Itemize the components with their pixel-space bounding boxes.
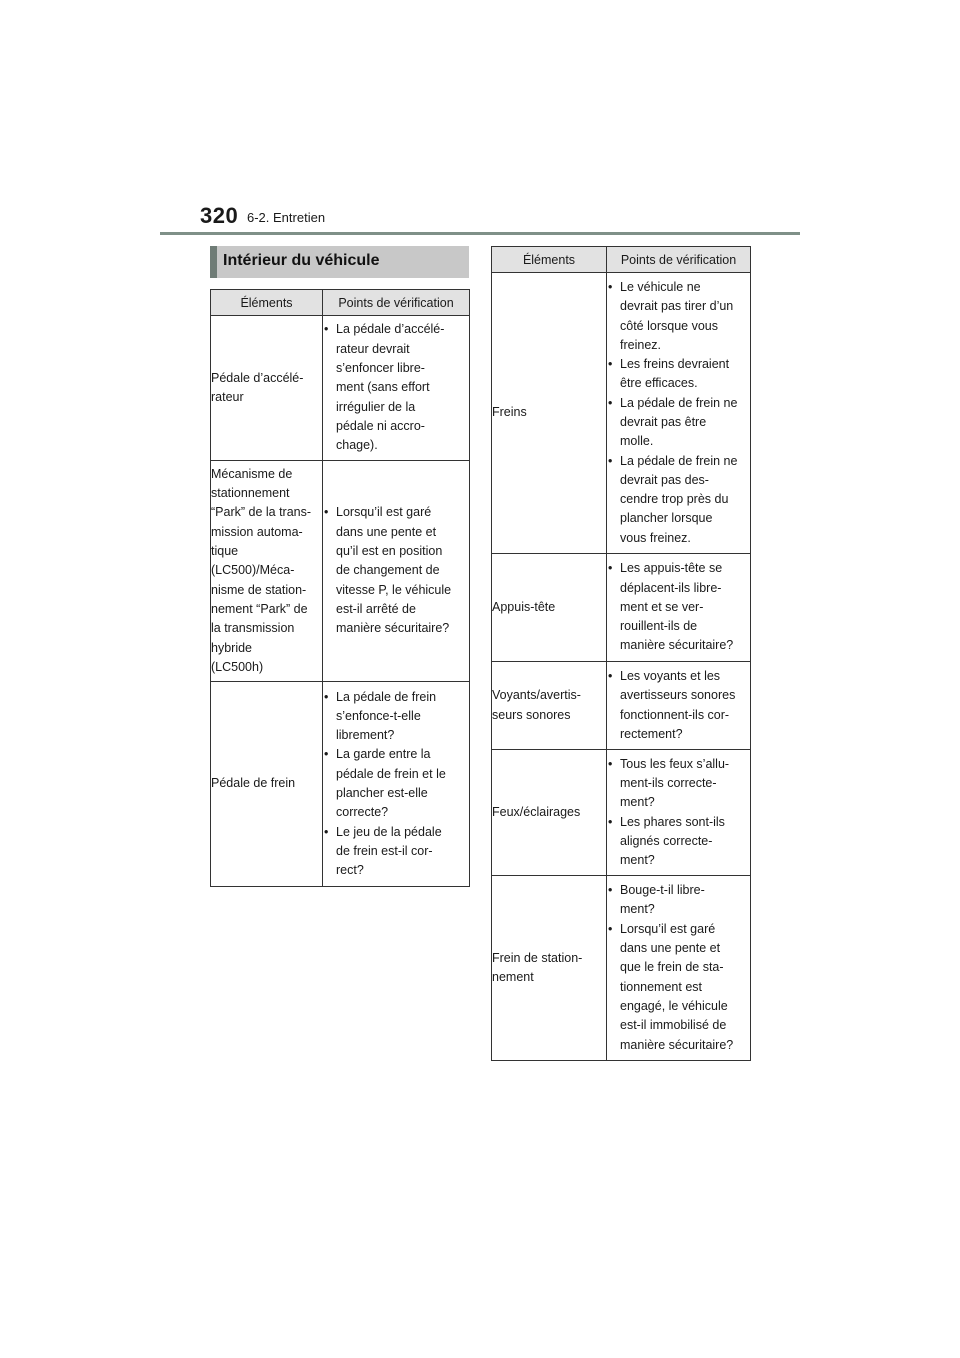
column-header-items: Éléments [492,247,607,273]
header-rule [160,232,800,235]
points-cell [323,316,470,461]
item-cell: Appuis-tête [492,554,607,662]
table-header-row [492,247,751,273]
column-header-items: Éléments [211,290,323,316]
item-cell: Mécanisme de stationnement “Park” de la trans- mission automa- tique (LC500)/Méca- nisme de station- nement “Park” de la transmission hybride (LC500h) [211,461,323,682]
table-row [211,682,470,887]
points-cell [607,876,751,1061]
inspection-table-right [491,246,751,1061]
table-row [492,750,751,876]
check-point: • Lorsqu’il est garé dans une pente et que le frein de sta- tionnement est engagé, le véhicule est-il immobilisé de manière sécuritaire? [607,920,750,1055]
points-cell [323,682,470,887]
item-cell: Pédale d’accélé- rateur [211,316,323,461]
check-point: • La pédale de frein ne devrait pas des- cendre trop près du plancher lorsque vous freinez. [607,452,750,548]
check-point: • Le jeu de la pédale de frein est-il cor- rect? [323,823,469,881]
table-row [492,876,751,1061]
table-row [492,273,751,554]
table-row [492,662,751,750]
section-heading [210,246,469,278]
inspection-table-left [210,289,470,887]
section-title: 6-2. Entretien [247,210,326,225]
section-heading-text: Intérieur du véhicule [223,252,380,269]
table-header-row [211,290,470,316]
points-cell [607,662,751,750]
column-header-points: Points de vérification [323,290,470,316]
check-point: • Les freins devraient être efficaces. [607,355,750,394]
check-point: • Tous les feux s’allu- ment-ils correcte- ment? [607,755,750,813]
table-row [211,316,470,461]
points-cell [607,273,751,554]
check-point: • Lorsqu’il est garé dans une pente et qu’il est en position de changement de vitesse P, le véhicule est-il arrêté de manière sécuritaire? [323,503,469,638]
item-cell: Frein de station- nement [492,876,607,1061]
check-point: • Les phares sont-ils alignés correcte- ment? [607,813,750,871]
check-point: • Les appuis-tête se déplacent-ils libre- ment et se ver- rouillent-ils de manière sécuritaire? [607,559,750,655]
points-cell [607,750,751,876]
item-cell: Pédale de frein [211,682,323,887]
check-point: • Le véhicule ne devrait pas tirer d’un côté lorsque vous freinez. [607,278,750,355]
column-header-points: Points de vérification [607,247,751,273]
check-point: • La pédale de frein ne devrait pas être molle. [607,394,750,452]
item-cell: Voyants/avertis- seurs sonores [492,662,607,750]
check-point: • Bouge-t-il libre- ment? [607,881,750,920]
check-point: • Les voyants et les avertisseurs sonores fonctionnent-ils cor- rectement? [607,667,750,744]
points-cell [607,554,751,662]
page-number: 320 [200,203,239,228]
check-point: • La pédale de frein s’enfonce-t-elle librement? [323,688,469,746]
table-row [492,554,751,662]
check-point: • La garde entre la pédale de frein et le plancher est-elle correcte? [323,745,469,822]
item-cell: Freins [492,273,607,554]
check-point: • La pédale d’accélé- rateur devrait s’enfoncer libre- ment (sans effort irrégulier de la pédale ni accro- chage). [323,320,469,455]
item-cell: Feux/éclairages [492,750,607,876]
table-row [211,461,470,682]
points-cell [323,461,470,682]
